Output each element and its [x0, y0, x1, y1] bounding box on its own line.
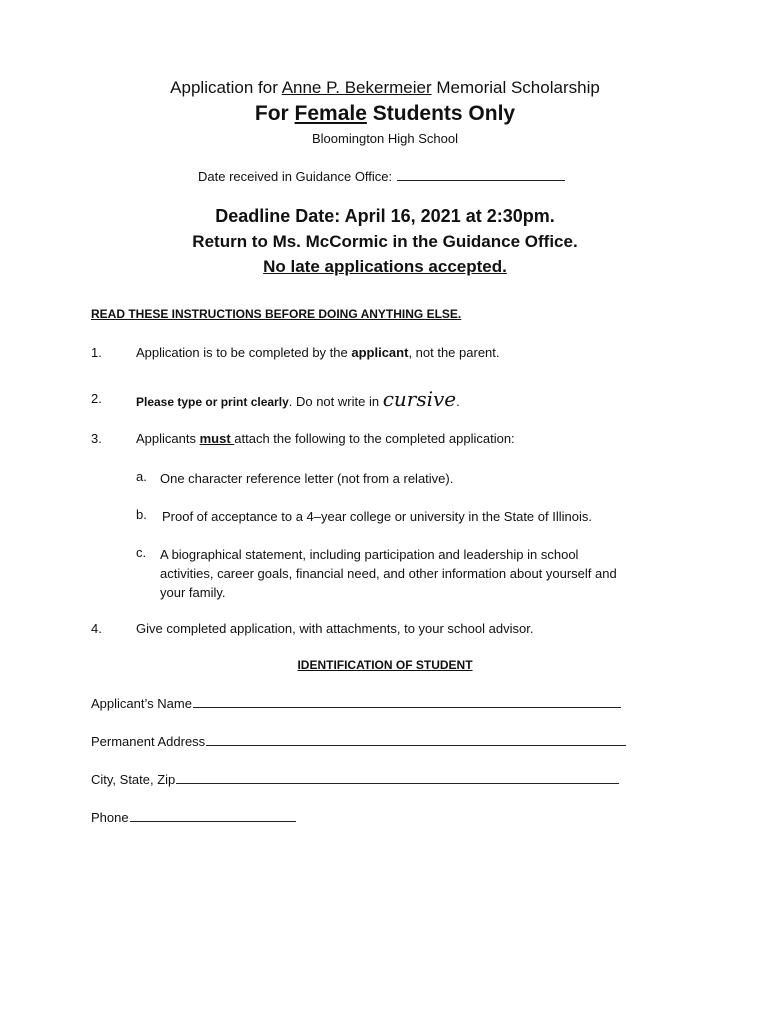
field-label: City, State, Zip	[91, 772, 176, 787]
item-text-post: attach the following to the completed application:	[234, 431, 515, 446]
date-received-field[interactable]	[397, 179, 565, 181]
title-prefix: Application for	[170, 78, 282, 97]
title-scholar-name: Anne P. Bekermeier	[281, 78, 432, 97]
deadline-date: Deadline Date: April 16, 2021 at 2:30pm.	[215, 206, 555, 226]
item-text	[136, 345, 500, 360]
subtitle-emphasis: Female	[294, 102, 367, 125]
instructions-heading: READ THESE INSTRUCTIONS BEFORE DOING ANYTHING ELSE.	[91, 307, 462, 321]
item-number: 1.	[91, 345, 102, 360]
sub-item-text: Proof of acceptance to a 4–year college or university in the State of Illinois.	[162, 509, 592, 524]
item-text: Give completed application, with attachments, to your school advisor.	[136, 621, 534, 636]
identification-heading: IDENTIFICATION OF STUDENT	[297, 658, 473, 672]
applicant-name-field[interactable]	[193, 706, 621, 708]
phone-field[interactable]	[130, 820, 296, 822]
permanent-address-row	[91, 734, 626, 749]
item-text-bold: applicant	[351, 345, 409, 360]
phone-row	[91, 810, 296, 825]
page-subtitle	[0, 102, 770, 126]
item-text	[136, 387, 460, 411]
sub-item-letter: b.	[136, 507, 147, 522]
date-received-row	[198, 169, 565, 184]
applicant-name-row	[91, 696, 621, 711]
school-name: Bloomington High School	[312, 131, 458, 146]
item-number: 4.	[91, 621, 102, 636]
item-text	[136, 431, 515, 446]
title-suffix: Memorial Scholarship	[431, 78, 600, 97]
city-state-zip-field[interactable]	[176, 782, 619, 784]
return-instructions: Return to Ms. McCormic in the Guidance Office.	[192, 232, 578, 251]
item-text-bold: Please type or print clearly	[136, 395, 289, 409]
date-received-label: Date received in Guidance Office:	[198, 169, 396, 184]
field-label: Permanent Address	[91, 734, 206, 749]
field-label: Applicant’s Name	[91, 696, 192, 711]
item-text-post: .	[456, 394, 460, 409]
subtitle-suffix: Students Only	[366, 102, 516, 125]
sub-item-letter: c.	[136, 545, 147, 560]
item-text-pre: Application is to be completed by the	[136, 345, 352, 360]
sub-item-text: A biographical statement, including participation and leadership in school activities, career goals, financial need, and other information about yourself and your family.	[160, 547, 617, 600]
subtitle-prefix: For	[254, 102, 295, 125]
cursive-word: cursive	[382, 387, 457, 411]
sub-item-text: One character reference letter (not from a relative).	[160, 471, 454, 486]
page-title	[0, 78, 770, 98]
sub-item-letter: a.	[136, 469, 147, 484]
item-number: 3.	[91, 431, 102, 446]
field-label: Phone	[91, 810, 129, 825]
item-text-pre: Applicants	[136, 431, 200, 446]
item-text-bold: must	[199, 431, 235, 446]
item-text-post: , not the parent.	[408, 345, 500, 360]
item-number: 2.	[91, 391, 102, 406]
permanent-address-field[interactable]	[206, 744, 626, 746]
no-late-notice: No late applications accepted.	[263, 257, 507, 276]
city-state-zip-row	[91, 772, 619, 787]
item-text-mid: . Do not write in	[288, 394, 383, 409]
